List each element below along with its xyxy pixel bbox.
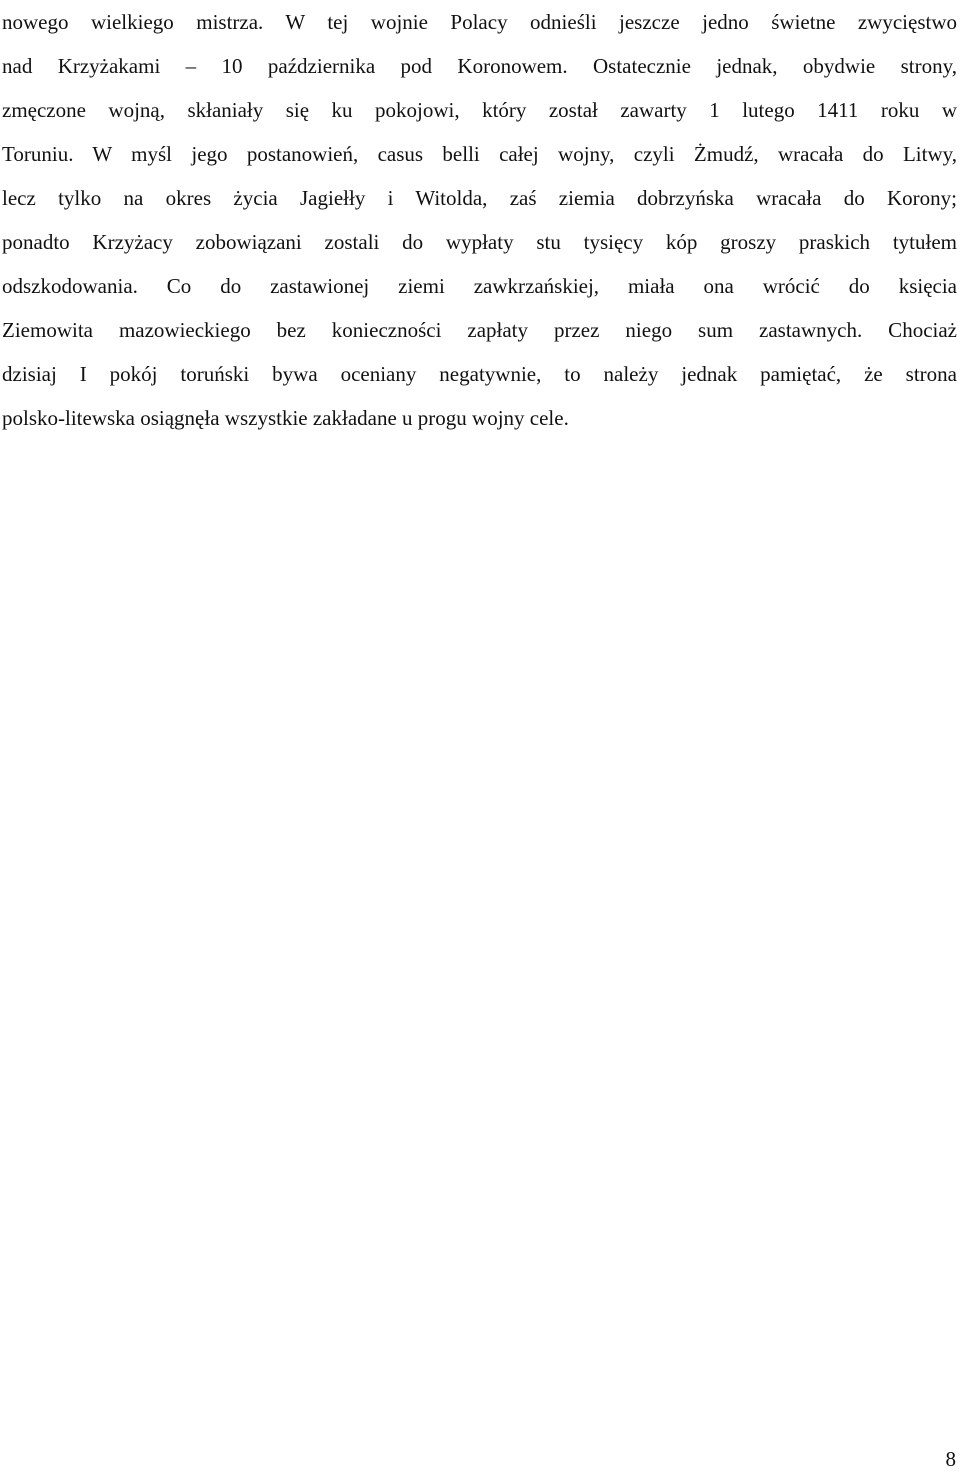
text-line: nad Krzyżakami – 10 października pod Koronowem. Ostatecznie jednak, obydwie strony, (2, 54, 957, 78)
text-line: Toruniu. W myśl jego postanowień, casus belli całej wojny, czyli Żmudź, wracała do Litwy, (2, 142, 957, 166)
text-line-last: polsko-litewska osiągnęła wszystkie zakładane u progu wojny cele. (2, 406, 569, 430)
text-line: odszkodowania. Co do zastawionej ziemi zawkrzańskiej, miała ona wrócić do księcia (2, 274, 957, 298)
text-line: ponadto Krzyżacy zobowiązani zostali do wypłaty stu tysięcy kóp groszy praskich tytułem (2, 230, 957, 254)
text-line: zmęczone wojną, skłaniały się ku pokojowi, który został zawarty 1 lutego 1411 roku w (2, 98, 957, 122)
page-number: 8 (945, 1447, 956, 1471)
text-line: lecz tylko na okres życia Jagiełły i Witolda, zaś ziemia dobrzyńska wracała do Korony; (2, 186, 957, 210)
text-line: Ziemowita mazowieckiego bez konieczności zapłaty przez niego sum zastawnych. Chociaż (2, 318, 957, 342)
text-line: dzisiaj I pokój toruński bywa oceniany negatywnie, to należy jednak pamiętać, że strona (2, 362, 957, 386)
text-line: nowego wielkiego mistrza. W tej wojnie Polacy odnieśli jeszcze jedno świetne zwycięstwo (2, 10, 957, 34)
body-paragraph (2, 0, 957, 440)
